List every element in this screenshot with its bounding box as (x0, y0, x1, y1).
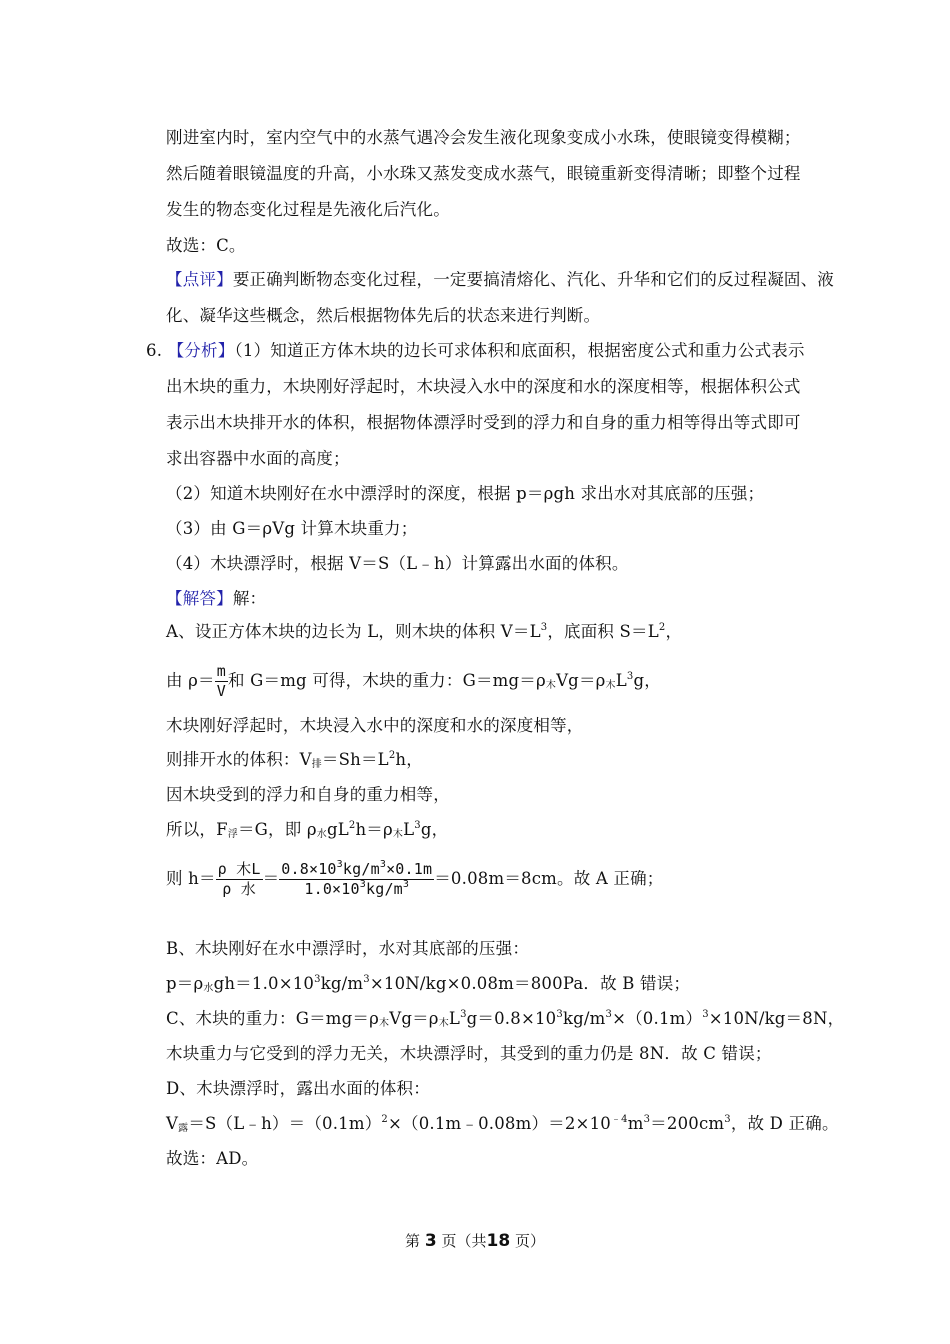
text-line: 然后随着眼镜温度的升高，小水珠又蒸发变成水蒸气，眼镜重新变得清晰；即整个过程 (166, 164, 801, 183)
question-6-header: 6. 【分析】（1）知道正方体木块的边长可求体积和底面积，根据密度公式和重力公式表示 (146, 341, 805, 360)
formula-line: C、木块的重力：$G=mg=\rho_木Vg=\rho_木L^3g=0.8\times 10^3kg/m^3\times(0.1m)^3\times 10N/kg=8N$， (166, 1009, 845, 1029)
text-line: 发生的物态变化过程是先液化后汽化。 (166, 200, 450, 219)
formula-line: $V_露=S(L﹣h)=(0.1m)^2\times(0.1m﹣0.08m)=2\times 10^{﹣4}m^3=200cm^3$，故 D 正确。 (166, 1114, 839, 1134)
question-number: 6. (146, 341, 163, 360)
text-line: 化、凝华这些概念，然后根据物体先后的状态来进行判断。 (166, 306, 601, 325)
text-line: 木块重力与它受到的浮力无关，木块漂浮时，其受到的重力仍是 8N．故 C 错误； (166, 1044, 772, 1063)
formula-line: $p=\rho_水gh=1.0\times 10^3kg/m^3\times 10N/kg\times 0.08m=800Pa$．故 B 错误； (166, 974, 691, 994)
formula-line: 由 ρ＝ $\frac{m}{V}$ 和 G＝mg 可得，木块的重力：$G=mg=\rho_木Vg=\rho_木L^3g$， (166, 662, 661, 700)
text-line: （2）知道木块刚好在水中漂浮时的深度，根据 p＝ρgh 求出水对其底部的压强； (166, 484, 765, 503)
text-line: 刚进室内时，室内空气中的水蒸气遇冷会发生液化现象变成小水珠，使眼镜变得模糊； (166, 128, 801, 147)
text-line: 求出容器中水面的高度； (166, 449, 350, 468)
formula-line: 所以，$F_浮=G$，即 $\rho_水gL^2h=\rho_木L^3g$， (166, 820, 449, 840)
text-line: 因木块受到的浮力和自身的重力相等， (166, 785, 450, 804)
text-line: （3）由 G＝ρVg 计算木块重力； (166, 519, 418, 538)
page-footer: 第 3 页（共18 页） (405, 1231, 545, 1251)
formula-line: 则 h＝ $\frac{\text{ρ 木L}}{\text{ρ 水}}$ ＝ $\frac{0.8\times 10^3kg/m^3\times 0.1m}{1.0\times 10^3kg/m^3}$ ＝0.08m＝8cm。故 A 正确； (166, 859, 664, 898)
text-line: D、木块漂浮时，露出水面的体积： (166, 1079, 430, 1098)
fraction: $\frac{m}{V}$ (216, 662, 226, 700)
comment-tag: 【点评】 (166, 270, 233, 289)
text-line: 故选：C。 (166, 236, 246, 255)
text-line: 木块刚好浮起时，木块浸入水中的深度和水的深度相等， (166, 716, 584, 735)
text-line: B、木块刚好在水中漂浮时，水对其底部的压强： (166, 939, 530, 958)
fraction: $\frac{\text{ρ 木L}}{\text{ρ 水}}$ (217, 860, 261, 898)
text-line: 表示出木块排开水的体积，根据物体漂浮时受到的浮力和自身的重力相等得出等式即可 (166, 413, 801, 432)
fraction: $\frac{0.8\times 10^3kg/m^3\times 0.1m}{1.0\times 10^3kg/m^3}$ (281, 859, 433, 898)
answer-tag: 【解答】 (166, 589, 233, 608)
text-line: 故选：AD。 (166, 1149, 259, 1168)
formula-line: A、设正方体木块的边长为 L，则木块的体积 $V=L^3$，底面积 $S=L^2$， (166, 622, 683, 641)
formula-line: 则排开水的体积：$V_排=Sh=L^2h$， (166, 750, 423, 770)
total-pages: 18 (486, 1231, 511, 1251)
comment-line: 【点评】要正确判断物态变化过程，一定要搞清熔化、汽化、升华和它们的反过程凝固、液 (166, 270, 835, 289)
text-line: 出木块的重力，木块刚好浮起时，木块浸入水中的深度和水的深度相等，根据体积公式 (166, 377, 801, 396)
page-number: 3 (424, 1231, 437, 1251)
text-line: （4）木块漂浮时，根据 V＝S（L﹣h）计算露出水面的体积。 (166, 554, 629, 573)
analysis-tag: 【分析】 (167, 341, 235, 360)
answer-header: 【解答】解： (166, 589, 267, 608)
